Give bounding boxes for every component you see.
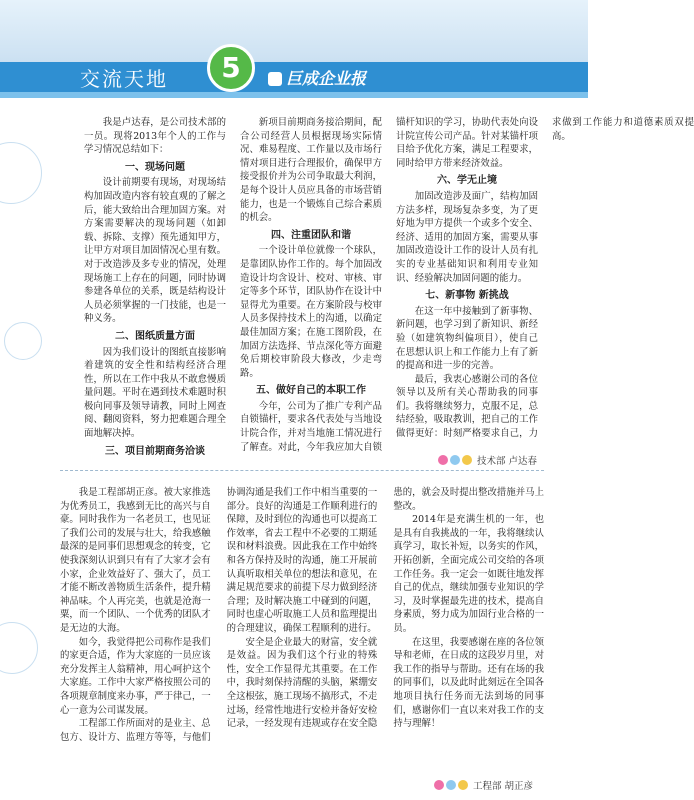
side-decoration (0, 102, 52, 800)
flower-icon (450, 455, 460, 465)
paragraph: 安全是企业最大的财富，安全就是效益。因为我们这个行业的特殊性，安全工作显得尤其重要。在工作中，我时刻保持清醒的头脑，紧绷安全这根弦，施工现场不搞形式，不走过场，经常性地进行安检并备好安检记录，一经发现有违规或存在安全隐患的，就会及时提出整改措施并马上整改。 (226, 487, 544, 730)
paragraph: 在这里，我要感谢在座的各位领导和老师，在日成的这段岁月里，对我工作的指导与帮助。还有在场的我的同事们，以及此时此刻远在全国各地项目执行任务而无法到场的同事们，感谢你们一直以来对我工作的支持与理解！ (393, 636, 544, 730)
signature-text: 技术部 卢达春 (477, 456, 538, 467)
paragraph: 设计前期要有现场，对现场结构加固改造内容有较直观的了解之后，能大致给出合理加固方案。对方案需要解决的现场问题（如卸载、拆除、支撑）预先通知甲方，让甲方对项目加固情况心里有数。对于改造涉及多专业的情况，处理现场施工上存在的问题，同时协调参建各单位的关系，既是结构设计人员必须掌握的一门技能，也是一种义务。 (84, 177, 226, 325)
section-heading: 二、图纸质量方面 (115, 330, 195, 342)
paragraph: 加固改造涉及面广，结构加固方法多样，现场复杂多变，为了更好地为甲方提供一个或多个安全、经济、适用的加固方案，需要从事加固改造设计工作的设计人员有扎实的专业基础知识和利用专业知识、经验解决加固问题的能力。 (396, 190, 538, 284)
paragraph: 今年，公司为了推广专利产品自锁锚杆，要求各代表处与当地设计院合作，并对当地施工情况进行了解查。对此，今年我应加大自锁锚杆知识的学习，协助代表处向设计院宣传公司产品。针对某锚杆项目给予优化方案，满足工程要求，同时给甲方带来经济效益。 (240, 117, 538, 453)
article2-signature (434, 778, 533, 792)
deco-ring (0, 142, 42, 204)
publication-logo (268, 66, 366, 89)
page-header (0, 0, 588, 102)
flower-icon (446, 780, 456, 790)
paragraph: 我是卢达春，是公司技术部的一员。现将2013年个人的工作与学习情况总结如下： (84, 117, 226, 156)
paragraph: 我是工程部胡正彦。被大家推选为优秀员工，我感到无比的高兴与自豪。同时我作为一名老员工，也见证了我们公司的发展与壮大，给我感触最深的是同事们思想观念的转变，它使我深刻认识到只有有了大家才会有小家，企业效益好了、强大了，员工才能不断改善物质生活条件，提升精神品味。个人再完美，也就是沧海一粟，而一个团队、一个优秀的团队才是无边的大海。 (60, 487, 211, 634)
section-heading: 五、做好自己的本职工作 (256, 385, 366, 397)
deco-ring (0, 622, 38, 674)
section-heading: 一、现场问题 (125, 161, 185, 173)
section-heading: 四、注重团队和谐 (271, 229, 351, 241)
flower-icon (438, 455, 448, 465)
paragraph: 最后，我衷心感谢公司的各位领导以及所有关心帮助我的同事们。我将继续努力，克服不足，总结经验，吸取教训，把自己的工作做得更好：时刻严格要求自己，力求做到工作能力和道德素质双提高。 (396, 117, 694, 440)
article-divider (60, 470, 544, 471)
article-technical-summary (84, 116, 694, 461)
section-heading: 七、新事物 新挑战 (425, 290, 509, 302)
flower-icon (458, 780, 468, 790)
paragraph: 如今，我觉得把公司称作是我们的家更合适，作为大家庭的一员应该充分发挥主人翁精神，用心呵护这个大家庭。工作中大家严格按照公司的各项规章制度来办事，严于律己，一心一意为公司谋发展。 (60, 636, 211, 716)
page-number-badge: 5 (207, 44, 255, 92)
paragraph: 新项目前期商务接洽期间，配合公司经营人员根据现场实际情况、难易程度、工作量以及市场行情对项目进行合理报价，确保甲方接受报价并为公司争取最大利润，是每个设计人员应具备的市场营销能力，也是一个锻炼自己综合素质的机会。 (240, 117, 382, 224)
paragraph: 一个设计单位就像一个球队，是靠团队协作工作的。每个加固改造设计均含设计、校对、审核、审定等多个环节，团队协作在设计中显得尤为重要。在方案阶段与校审人员多保持技术上的沟通，以确定最佳加固方案；在施工图阶段，在加固方法选择、节点深化等方面避免后期校审阶段大修改，少走弯路。 (240, 245, 382, 379)
paragraph: 工程部工作所面对的是业主、总包方、设计方、监理方等等，与他们协调沟通是我们工作中相当重要的一部分。良好的沟通是工作顺利进行的保障，及时到位的沟通也可以提高工作效率，省去工程中不必要的工期延误和材料浪费。因此我在工作中始终和各方保持及时的沟通，施工开展前认真听取相关单位的想法和意见，在满足规范要求的前提下尽力做到经济合理；及时解决施工中碰到的问题，同时也虚心听取施工人员和监理提出的合理建议，确保工程顺利的进行。 (60, 487, 378, 743)
signature-text: 工程部 胡正彦 (473, 781, 534, 792)
flower-icon (462, 455, 472, 465)
flower-icon (434, 780, 444, 790)
header-stripe (0, 92, 588, 98)
section-heading: 六、学无止境 (437, 175, 497, 187)
paragraph: 因为我们设计的图纸直接影响着建筑的安全性和结构经济合理性，所以在工作中我从不敢怠慢质量问题。平时在遇到技术难题时积极向同事及领导请教，同时上网查阅、翻阅资料，努力把难题合理全面地解决掉。 (84, 346, 226, 440)
paragraph: 在这一年中接触到了新事物、新问题，也学习到了新知识、新经验（如建筑物纠偏项目），使自己在思想认识上和工作能力上有了新的提高和进一步的完善。 (396, 305, 538, 372)
logo-mark-icon (268, 72, 282, 86)
article1-signature (438, 453, 537, 467)
paragraph: 2014年是充满生机的一年，也是具有自我挑战的一年，我将继续认真学习，取长补短，以务实的作风，开拓创新，全面完成公司交给的各项工作任务。我一定会一如既往地发挥自己的优点，继续加强专业知识的学习，及时掌握最先进的技术，提高自身素质，努力成为加固行业合格的一员。 (393, 514, 544, 634)
section-title: 交流天地 (80, 67, 168, 91)
deco-ring (4, 322, 42, 360)
article-engineering-speech (60, 486, 544, 776)
publication-name: 巨成企业报 (286, 69, 367, 88)
section-heading: 三、项目前期商务洽谈 (105, 445, 205, 457)
